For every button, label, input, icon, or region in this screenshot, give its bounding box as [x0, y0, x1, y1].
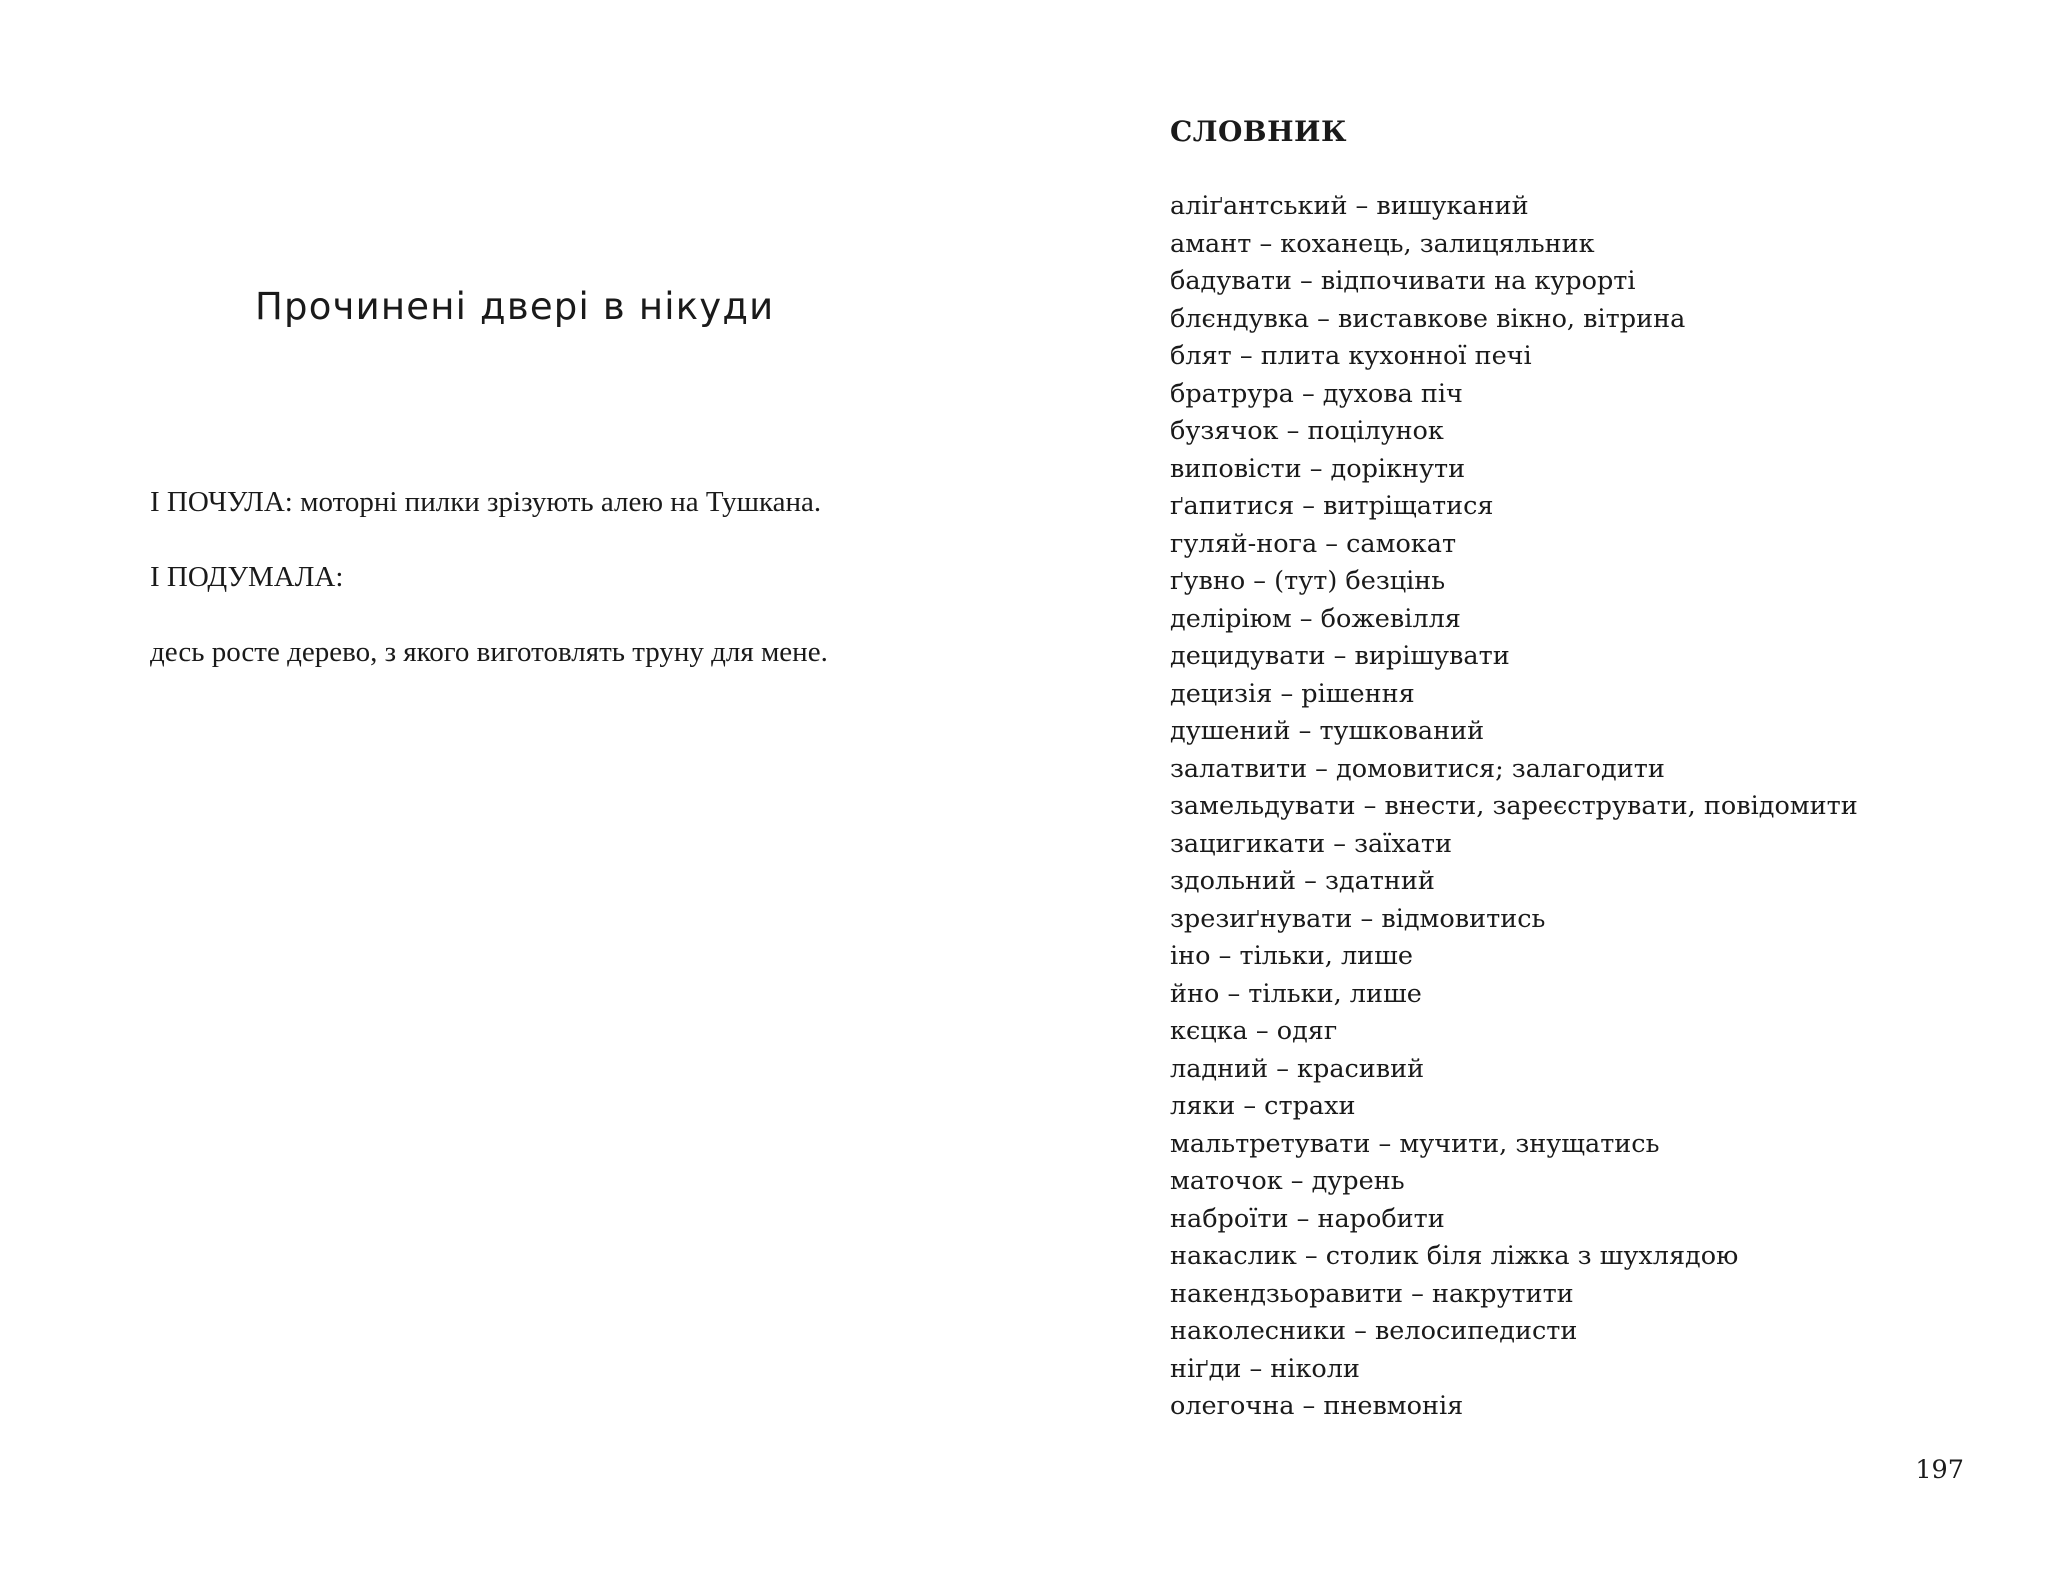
glossary-entry: ляки – страхи	[1170, 1091, 1356, 1121]
page-number: 197	[1915, 1455, 1964, 1485]
glossary-entry: ладний – красивий	[1170, 1053, 1425, 1084]
glossary-entry: деліріюм – божевілля	[1170, 603, 1461, 634]
glossary-entry: ніґди – ніколи	[1170, 1353, 1360, 1384]
glossary-entry: олегочна – пневмонія	[1170, 1391, 1464, 1421]
glossary-entry: замельдувати – внести, зареєструвати, повідомити	[1170, 791, 1858, 821]
glossary-entry: братрура – духова піч	[1170, 378, 1463, 409]
glossary-entry: наколесники – велосипедисти	[1170, 1316, 1578, 1346]
story-text	[150, 484, 828, 671]
story-title: Прочинені двері в нікуди	[255, 285, 775, 328]
glossary-entry: мальтретувати – мучити, знущатись	[1170, 1128, 1660, 1159]
glossary-entry: аліґантський – вишуканий	[1170, 191, 1529, 221]
glossary-entry: накаслик – столик біля ліжка з шухлядою	[1170, 1241, 1739, 1271]
glossary-entry: зацигикати – заїхати	[1170, 828, 1453, 859]
glossary-entry: виповісти – дорікнути	[1170, 453, 1466, 484]
glossary-title: СЛОВНИК	[1170, 115, 1347, 148]
story-line-tree: десь росте дерево, з якого виготовлять труну для мене.	[150, 636, 828, 668]
glossary-list	[1170, 188, 1858, 1426]
glossary-entry: здольний – здатний	[1170, 866, 1435, 896]
story-line-heard: І ПОЧУЛА: моторні пилки зрізують алею на Тушкана.	[150, 486, 822, 518]
right-page	[1024, 0, 2048, 1575]
glossary-entry: децизія – рішення	[1170, 678, 1415, 709]
glossary-entry: ґувно – (тут) безцінь	[1170, 566, 1446, 596]
glossary-entry: ґапитися – витріщатися	[1170, 491, 1494, 521]
glossary-entry: кєцка – одяг	[1170, 1016, 1338, 1046]
glossary-entry: амант – коханець, залицяльник	[1170, 228, 1595, 259]
glossary-entry: бузячок – поцілунок	[1170, 416, 1444, 446]
glossary-entry: зрезиґнувати – відмовитись	[1170, 903, 1546, 934]
glossary-entry: гуляй-нога – самокат	[1170, 528, 1457, 559]
glossary-entry: накендзьоравити – накрутити	[1170, 1278, 1574, 1309]
glossary-entry: децидувати – вирішувати	[1170, 641, 1510, 671]
glossary-entry: залатвити – домовитися; залагодити	[1170, 753, 1665, 784]
glossary-entry: йно – тільки, лише	[1170, 978, 1422, 1009]
glossary-entry: бадувати – відпочивати на курорті	[1170, 266, 1636, 296]
glossary-entry: блєндувка – виставкове вікно, вітрина	[1170, 303, 1686, 334]
glossary-entry: блят – плита кухонної печі	[1170, 341, 1532, 371]
story-line-thought: І ПОДУМАЛА:	[150, 561, 344, 593]
glossary-entry: наброїти – наробити	[1170, 1203, 1445, 1234]
glossary-entry: маточок – дурень	[1170, 1166, 1405, 1196]
glossary-entry: іно – тільки, лише	[1170, 941, 1413, 971]
glossary-entry: душений – тушкований	[1170, 716, 1485, 746]
